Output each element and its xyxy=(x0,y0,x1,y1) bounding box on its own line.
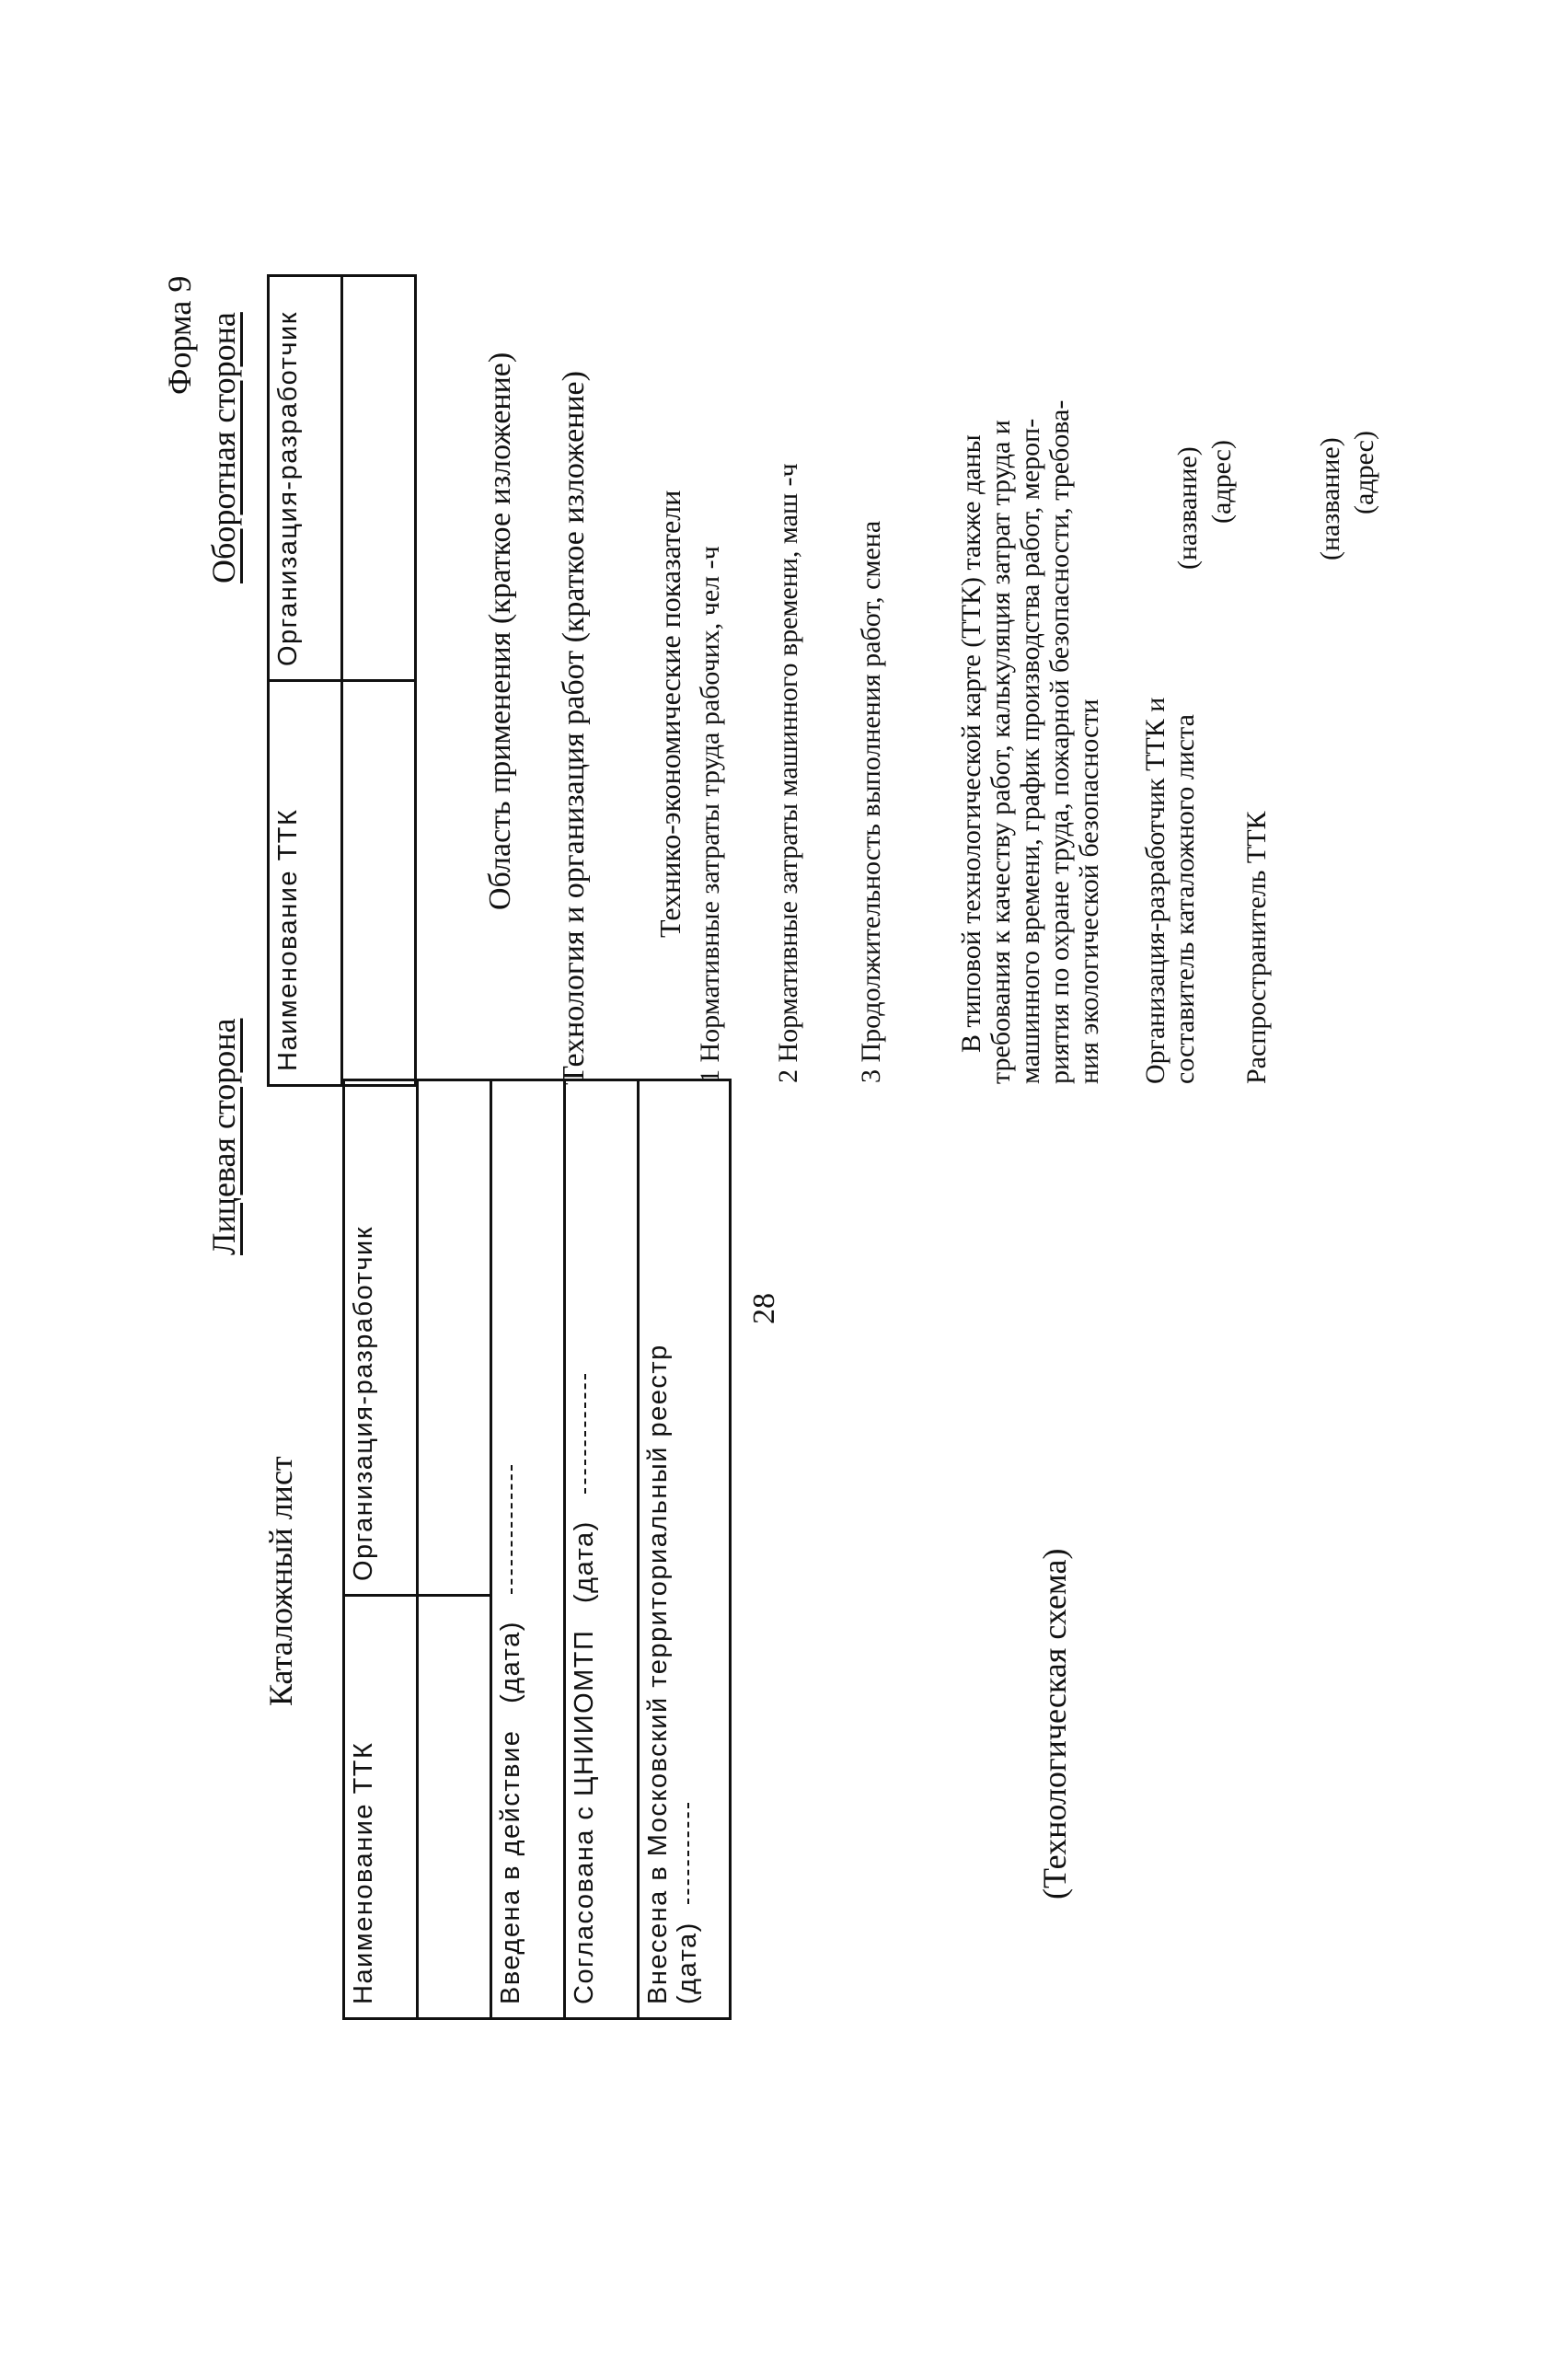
back-empty-row xyxy=(342,276,416,1086)
distributor-address-placeholder: (адрес) xyxy=(1349,431,1379,514)
paragraph-line: ния экологической безопасности xyxy=(1074,698,1104,1084)
front-empty-row xyxy=(418,1080,491,2019)
page-number: 28 xyxy=(747,1293,781,1324)
scope-heading: Область применения (краткое изложение) xyxy=(483,352,517,910)
front-org-cell xyxy=(418,1080,491,1596)
technological-scheme-caption: (Технологическая схема) xyxy=(1036,1548,1073,1899)
back-org-header: Организация-разработчик xyxy=(269,276,342,681)
developer-address-placeholder: (адрес) xyxy=(1206,440,1237,524)
front-name-header: Наименование ТТК xyxy=(344,1596,418,2019)
back-name-cell xyxy=(342,681,416,1086)
paragraph-line: риятия по охране труда, пожарной безопасности, требова- xyxy=(1044,399,1075,1084)
back-card-table xyxy=(267,274,417,1087)
back-org-cell xyxy=(342,276,416,681)
paragraph-line: машинного времени, график производства работ, мероп- xyxy=(1015,418,1045,1084)
registry-row: Внесена в Московский территориальный реестр (дата) xyxy=(639,1080,731,2019)
distributor-name-placeholder: (название) xyxy=(1315,437,1345,560)
technology-heading: Технология и организация работ (краткое изложение) xyxy=(557,371,591,1085)
developer-line: Организация-разработчик ТТК и xyxy=(1140,697,1170,1084)
enacted-row: Введена в действие (дата) xyxy=(491,1080,565,2019)
indicators-title: Технико-экономические показатели xyxy=(653,490,686,938)
back-name-header: Наименование ТТК xyxy=(269,681,342,1086)
indicator-item: 1 Нормативные затраты труда рабочих, чел -ч xyxy=(695,546,725,1083)
back-side-label: Оборотная сторона xyxy=(205,312,242,583)
distributor-label: Распространитель ТТК xyxy=(1241,811,1272,1084)
catalog-sheet-title: Каталожный лист xyxy=(262,1456,299,1706)
indicator-item: 2 Нормативные затраты машинного времени, маш -ч xyxy=(773,463,803,1083)
enacted-date-blank xyxy=(511,1465,513,1594)
registry-date-blank xyxy=(687,1803,689,1904)
form-number: Форма 9 xyxy=(161,275,198,395)
developer-name-placeholder: (название) xyxy=(1172,446,1203,570)
paragraph-line: требования к качеству работ, калькуляция затрат труда и xyxy=(986,420,1016,1084)
front-name-cell xyxy=(418,1596,491,2019)
front-org-header: Организация-разработчик xyxy=(344,1080,418,1596)
agreed-row: Согласована с ЦНИИОМТП (дата) xyxy=(565,1080,639,2019)
front-side-label: Лицевая сторона xyxy=(205,1018,242,1255)
front-card-table xyxy=(342,1079,732,2020)
developer-line: составитель каталожного листа xyxy=(1170,714,1200,1084)
indicator-item: 3 Продолжительность выполнения работ, смена xyxy=(856,520,886,1083)
agreed-date-blank xyxy=(584,1375,586,1495)
paragraph-line: В типовой технологической карте (ТТК) также даны xyxy=(956,434,986,1053)
